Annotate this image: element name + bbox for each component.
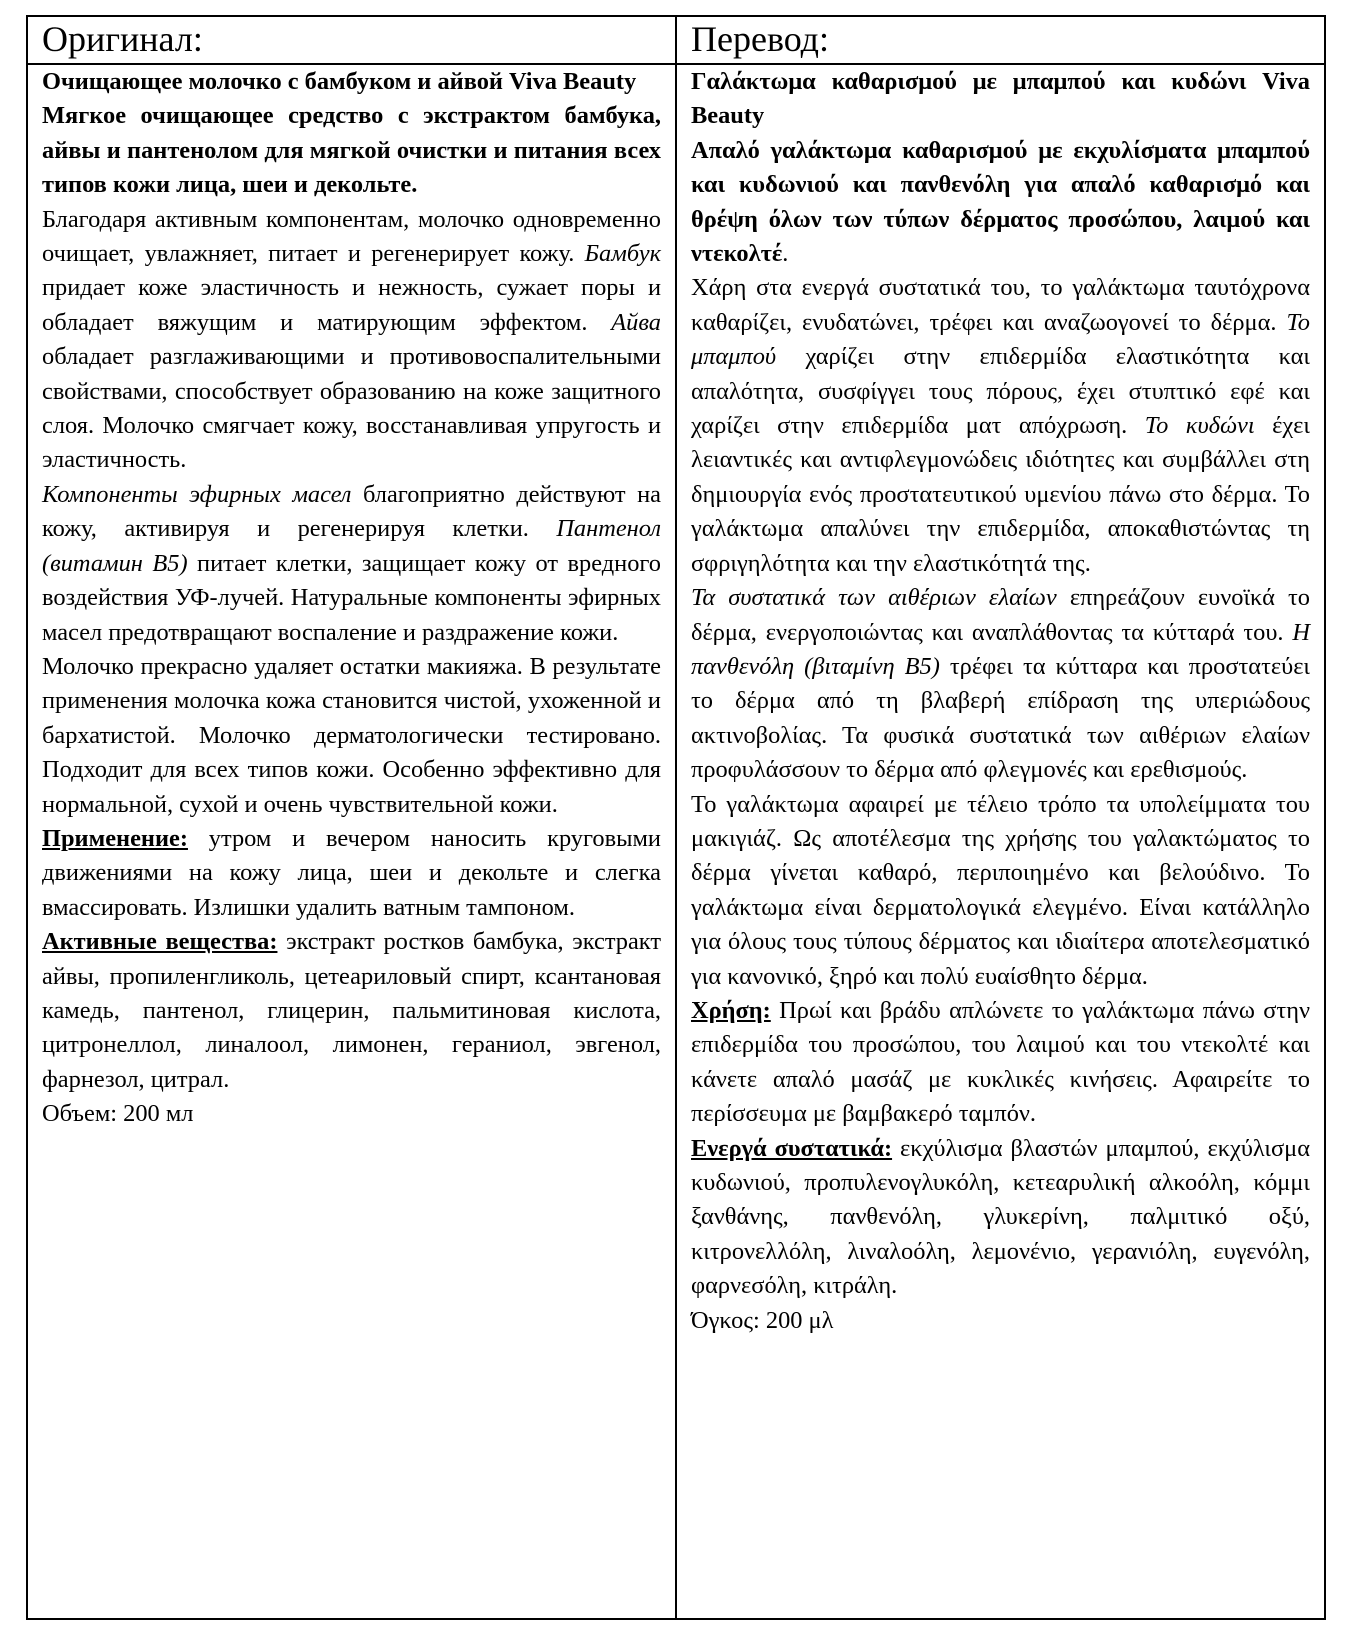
original-paragraph-1 [42,203,661,478]
italic-span: Пантенол (витамин B5) [42,515,661,577]
text-span: επηρεάζουν ευνοϊκά το δέρμα, ενεργοποιώντας και αναπλάθοντας τα κύτταρά του. [691,584,1311,646]
italic-span: Η πανθενόλη (βιταμίνη B5) [691,618,1310,680]
translation-volume: Όγκος: 200 μλ [691,1306,834,1334]
original-usage [42,822,661,925]
text-span: τρέφει τα κύτταρα και προστατεύει το δέρμα από τη βλαβερή επίδραση της υπεριώδους ακτινοβολίας. Τα φυσικά συστατικά των αιθέριων ελαίων προφυλάσσουν το δέρμα από φλεγμονές και ερεθισμούς. [691,652,1310,784]
header-translation: Перевод: [676,17,1324,64]
translation-column [676,64,1324,1618]
original-paragraph-2 [42,478,661,650]
text-span: обладает разглаживающими и противовоспалительными свойствами, способствует образованию на коже защитного слоя. Молочко смягчает кожу, восстанавливая упругость и эластичность. [42,343,661,474]
original-product-title: Очищающее молочко с бамбуком и айвой Viva Beauty [42,68,637,95]
original-actives [42,925,661,1097]
lead-end-span: . [782,240,789,268]
original-volume: Объем: 200 мл [42,1100,194,1128]
usage-text: утром и вечером наносить круговыми движениями на кожу лица, шеи и декольте и слегка вмассировать. Излишки удалить ватным тампоном. [42,824,661,921]
original-paragraph-3: Молочко прекрасно удаляет остатки макияжа. В результате применения молочка кожа становится чистой, ухоженной и бархатистой. Молочко дерматологически тестировано. Подходит для всех типов кожи. Особенно эффективно для нормальной, сухой и очень чувствительной кожи. [42,652,661,818]
actives-text: εκχύλισμα βλαστών μπαμπού, εκχύλισμα κυδωνιού, προπυλενογλυκόλη, κετεαρυλική αλκοόλη, κόμμι ξανθάνης, πανθενόλη, γλυκερίνη, παλμιτικό οξύ, κιτρονελλόλη, λιναλοόλη, λεμονένιο, γερανιόλη, ευγενόλη, φαρνεσόλη, κιτράλη. [691,1134,1310,1300]
translation-table [28,17,1324,1618]
text-span: Χάρη στα ενεργά συστατικά του, το γαλάκτωμα ταυτόχρονα καθαρίζει, ενυδατώνει, τρέφει και αναζωογονεί το δέρμα. [691,274,1310,336]
usage-label: Применение: [42,824,188,852]
italic-span: Айва [611,308,661,336]
text-span: придает коже эластичность и нежность, сужает поры и обладает вяжущим и матирующим эффектом. [42,274,661,336]
text-span: έχει λειαντικές και αντιφλεγμονώδεις ιδιότητες και συμβάλλει στη δημιουργία ενός προστατευτικού υμενίου πάνω στο δέρμα. Το γαλάκτωμα απαλύνει την επιδερμίδα, αποκαθιστώντας τη σφριγηλότητα και την ελαστικότητά της. [691,412,1310,577]
header-original: Оригинал: [28,17,676,64]
actives-label: Активные вещества: [42,928,278,956]
translation-paragraph-3: Το γαλάκτωμα αφαιρεί με τέλειο τρόπο τα υπολείμματα του μακιγιάζ. Ως αποτέλεσμα της χρήσης του γαλακτώματος το δέρμα γίνεται καθαρό, περιποιημένο και βελούδινο. Το γαλάκτωμα είναι δερματολογικά ελεγμένο. Είναι κατάλληλο για όλους τους τύπους δέρματος και ιδιαίτερα αποτελεσματικό για κανονικό, ξηρό και πολύ ευαίσθητο δέρμα. [691,790,1310,990]
text-span: благоприятно действуют на кожу, активируя и регенерируя клетки. [42,480,662,543]
content-row [28,64,1324,1618]
translation-paragraph-2 [691,581,1310,787]
italic-span: Τα συστατικά των αιθέριων ελαίων [691,584,1057,612]
translation-usage [691,994,1310,1132]
italic-span: Компоненты эфирных масел [42,480,352,508]
usage-label: Χρήση: [691,996,771,1024]
translation-product-title: Γαλάκτωμα καθαρισμού με μπαμπού και κυδώνι Viva Beauty [691,68,1310,130]
lead-span: Απαλό γαλάκτωμα καθαρισμού με εκχυλίσματα μπαμπού και κυδωνιού και πανθενόλη για απαλό καθαρισμό και θρέψη όλων των τύπων δέρματος προσώπου, λαιμού και ντεκολτέ [691,136,1310,268]
translation-paragraph-1 [691,271,1310,581]
actives-label: Ενεργά συστατικά: [691,1134,893,1162]
text-span: χαρίζει στην επιδερμίδα ελαστικότητα και απαλότητα, συσφίγγει τους πόρους, έχει στυπτικό εφέ και χαρίζει στην επιδερμίδα ματ απόχρωση. [691,343,1310,440]
italic-span: Бамбук [584,240,661,268]
header-row [28,17,1324,64]
original-column [28,64,676,1618]
usage-text: Πρωί και βράδυ απλώνετε το γαλάκτωμα πάνω στην επιδερμίδα του προσώπου, του λαιμού και του ντεκολτέ και κάνετε απαλό μασάζ με κυκλικές κινήσεις. Αφαιρείτε το περίσσευμα με βαμβακερό ταμπόν. [691,996,1310,1128]
italic-span: Το μπαμπού [691,308,1310,371]
actives-text: экстракт ростков бамбука, экстракт айвы, пропиленгликоль, цетеариловый спирт, ксантановая камедь, пантенол, глицерин, пальмитиновая кислота, цитронеллол, линалоол, лимонен, гераниол, эвгенол, фарнезол, цитрал. [42,928,661,1093]
original-product-lead: Мягкое очищающее средство с экстрактом бамбука, айвы и пантенолом для мягкой очистки и питания всех типов кожи лица, шеи и декольте. [42,102,661,199]
translation-product-lead [691,134,1310,272]
text-span: питает клетки, защищает кожу от вредного воздействия УФ-лучей. Натуральные компоненты эфирных масел предотвращают воспаление и раздражение кожи. [42,549,661,646]
translation-actives [691,1132,1310,1304]
translation-document [26,15,1326,1620]
italic-span: Το κυδώνι [1144,412,1255,440]
text-span: Благодаря активным компонентам, молочко одновременно очищает, увлажняет, питает и регенерирует кожу. [42,205,661,268]
